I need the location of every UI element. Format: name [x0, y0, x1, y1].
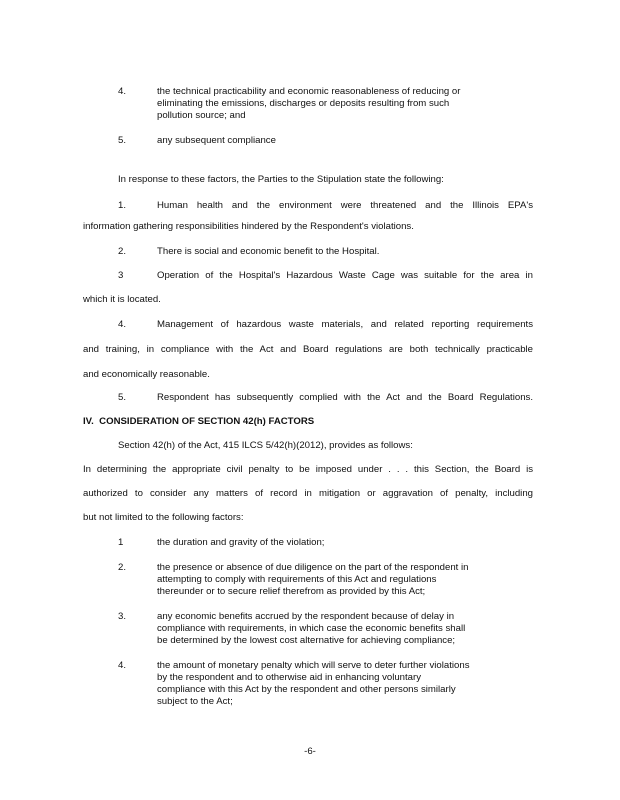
- factor-text: be determined by the lowest cost alternative for achieving compliance;: [157, 635, 456, 646]
- factor-text: attempting to comply with requirements of this Act and regulations: [157, 574, 437, 585]
- statement-text: Operation of the Hospital's Hazardous Waste Cage was suitable for the area in: [157, 270, 533, 281]
- statement-text: Respondent has subsequently complied with the Act and the Board Regulations.: [157, 392, 533, 403]
- factor-number: 2.: [118, 562, 127, 573]
- statement-text: There is social and economic benefit to the Hospital.: [157, 246, 380, 257]
- statement-text: Human health and the environment were threatened and the Illinois EPA's: [157, 200, 533, 211]
- statement-number: 5.: [118, 392, 127, 403]
- statement-text: information gathering responsibilities hindered by the Respondent's violations.: [83, 221, 414, 232]
- list-text: any subsequent compliance: [157, 135, 276, 146]
- factor-text: the presence or absence of due diligence on the part of the respondent in: [157, 562, 469, 573]
- factor-number: 1: [118, 537, 124, 548]
- statement-number: 2.: [118, 246, 127, 257]
- factor-text: the amount of monetary penalty which will serve to deter further violations: [157, 660, 470, 671]
- statement-text: and economically reasonable.: [83, 369, 210, 380]
- statement-text: and training, in compliance with the Act and Board regulations are both technically practicable: [83, 344, 533, 355]
- intro-paragraph: In response to these factors, the Parties to the Stipulation state the following:: [118, 174, 444, 185]
- factor-number: 4.: [118, 660, 127, 671]
- factor-text: compliance with this Act by the respondent and other persons similarly: [157, 684, 456, 695]
- factor-text: compliance with requirements, in which case the economic benefits shall: [157, 623, 466, 634]
- factor-text: thereunder or to secure relief therefrom as provided by this Act;: [157, 586, 426, 597]
- quote-line: In determining the appropriate civil penalty to be imposed under . . . this Section, the Board is: [83, 464, 533, 475]
- factor-number: 3.: [118, 611, 127, 622]
- factor-text: the duration and gravity of the violation;: [157, 537, 325, 548]
- list-text: pollution source; and: [157, 110, 246, 121]
- page-number: -6-: [304, 746, 316, 757]
- quote-line: authorized to consider any matters of record in mitigation or aggravation of penalty, including: [83, 488, 533, 499]
- quote-line: but not limited to the following factors:: [83, 512, 244, 523]
- statement-text: Management of hazardous waste materials, and related reporting requirements: [157, 319, 533, 330]
- list-number: 4.: [118, 86, 127, 97]
- statement-number: 1.: [118, 200, 127, 211]
- list-text: eliminating the emissions, discharges or deposits resulting from such: [157, 98, 450, 109]
- factor-text: subject to the Act;: [157, 696, 233, 707]
- section-heading: IV. CONSIDERATION OF SECTION 42(h) FACTORS: [83, 416, 315, 427]
- statement-number: 3: [118, 270, 124, 281]
- list-number: 5.: [118, 135, 127, 146]
- section-intro: Section 42(h) of the Act, 415 ILCS 5/42(h)(2012), provides as follows:: [118, 440, 413, 451]
- factor-text: any economic benefits accrued by the respondent because of delay in: [157, 611, 455, 622]
- statement-text: which it is located.: [83, 294, 161, 305]
- statement-number: 4.: [118, 319, 127, 330]
- factor-text: by the respondent and to otherwise aid in enhancing voluntary: [157, 672, 422, 683]
- list-text: the technical practicability and economic reasonableness of reducing or: [157, 86, 461, 97]
